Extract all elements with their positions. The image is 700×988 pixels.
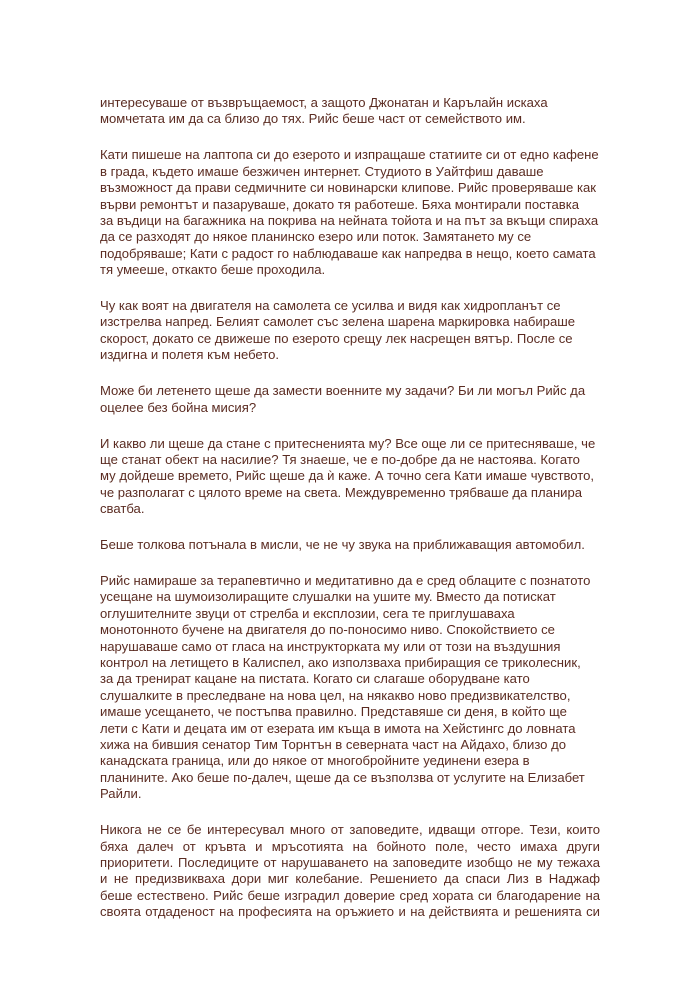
paragraph-3: Чу как воят на двигателя на самолета се усилва и видя как хидропланът се изстрелва напред. Белият самолет със зелена шарена маркировка набираше скорост, докато се движеше по езерото срещу лек насрещен вятър. После се издигна и полетя към небето. <box>100 298 576 363</box>
paragraph-8: Никога не се бе интересувал много от заповедите, идващи отгоре. Тези, които бяха далеч от кръвта и мръсотията на бойното поле, често имаха други приоритети. Последиците от нарушаването на заповедите изобщо не му тежаха и не предизвикваха дори миг колебание. Решението да спаси Лиз в Наджаф беше естествено. Рийс беше изградил доверие сред хората си благодарение на своята отдаденост на професията на оръжието и на действията и решенията си <box>100 822 600 920</box>
paragraph-1: интересуваше от възвръщаемост, а защото Джонатан и Карълайн искаха момчетата им да са близо до тях. Рийс беше част от семейството им. <box>100 95 548 127</box>
paragraph-7: Рийс намираше за терапевтично и медитативно да е сред облаците с познатото усещане на шумоизолиращите слушалки на ушите му. Вместо да потискат оглушителните звуци от стрелба и експлозии, сега те приглушаваха монотонното бучене на двигателя до по-поносимо ниво. Спокойствието се нарушаваше само от гласа на инструкторката му или от този на въздушния контрол на летището в Калиспел, ако използваха прибиращия се триколесник, за да тренират кацане на пистата. Когато си слагаше оборудване като слушалките в преследване на нова цел, на някакво ново предизвикателство, имаше усещането, че постъпва правилно. Представяше си деня, в който ще лети с Кати и децата им от езерата им къща в имота на Хейстингс до ловната хижа на бившия сенатор Тим Торнтън в северната част на Айдахо, близо до канадската граница, или до някое от многобройните уединени езера в планините. Ако беше по-далеч, щеше да се възползва от услугите на Елизабет Райли. <box>100 572 591 802</box>
paragraph-5: И какво ли щеше да стане с притесненията му? Все още ли се притесняваше, че ще станат обект на насилие? Тя знаеше, че е по-добре да не настоява. Когато му дойдеше времето, Рийс щеше да ѝ каже. А точно сега Кати имаше чувството, че разполагат с цялото време на света. Междувременно трябваше да планира сватба. <box>100 435 596 517</box>
paragraph-2: Кати пишеше на лаптопа си до езерото и изпращаше статиите си от едно кафене в града, където имаше безжичен интернет. Студиото в Уайтфиш даваше възможност да прави седмичните си новинарски клипове. Рийс проверяваше как върви ремонтът и пазаруваше, докато тя работеше. Бяха монтирали поставка за въдици на багажника на покрива на нейната тойота и на път за вкъщи спираха да се разходят до някое планинско езеро или поток. Замятането му се подобряваше; Кати с радост го наблюдаваше как напредва в нещо, което самата тя умееше, откакто беше проходила. <box>100 147 599 278</box>
paragraph-4: Може би летенето щеше да замести военните му задачи? Би ли могъл Рийс да оцелее без бойна мисия? <box>100 383 586 415</box>
paragraph-6: Беше толкова потънала в мисли, че не чу звука на приближаващия автомобил. <box>100 537 585 553</box>
